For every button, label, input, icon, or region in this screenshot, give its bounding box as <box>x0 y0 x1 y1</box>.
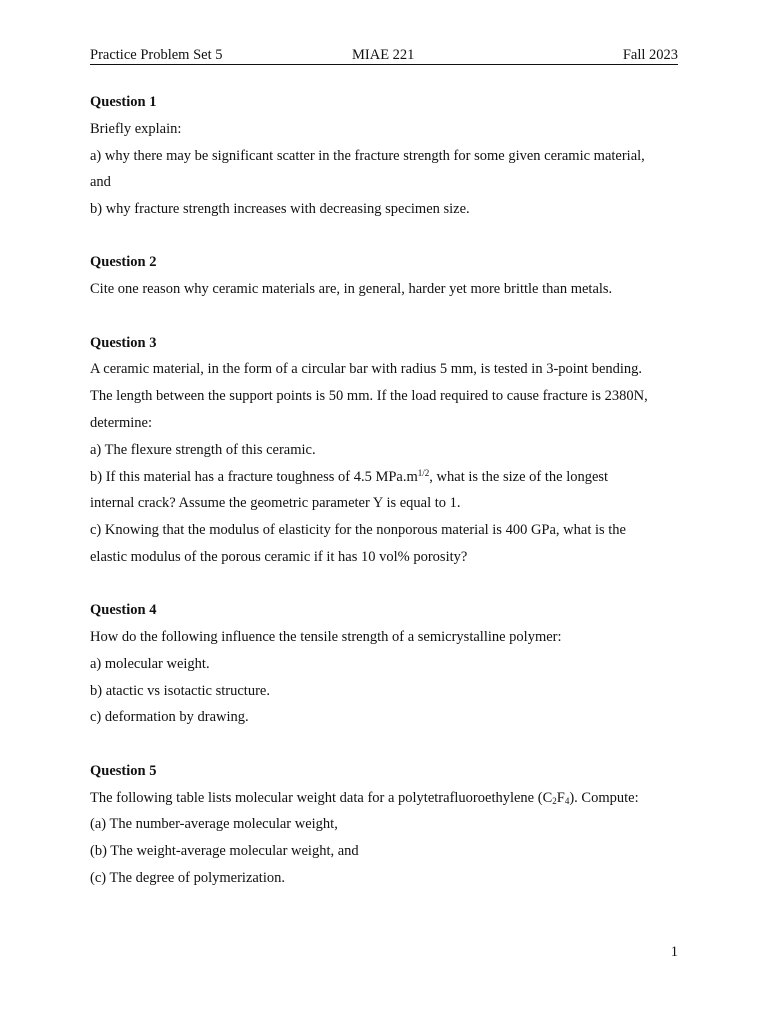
header-course-code: MIAE 221 <box>352 47 415 63</box>
question-5-part-b: (b) The weight-average molecular weight, and <box>90 843 359 860</box>
document-body <box>90 89 678 918</box>
question-5-subscript-1: 2 <box>552 795 557 806</box>
question-3-line1: A ceramic material, in the form of a circular bar with radius 5 mm, is tested in 3-point bending. <box>90 361 643 378</box>
question-5-title: Question 5 <box>90 762 157 779</box>
question-3-part-c-line1: c) Knowing that the modulus of elasticity for the nonporous material is 400 GPa, what is the <box>90 522 626 539</box>
question-3-part-a: a) The flexure strength of this ceramic. <box>90 441 316 458</box>
question-1 <box>90 89 678 223</box>
question-4-title: Question 4 <box>90 602 157 619</box>
question-4 <box>90 597 678 731</box>
question-5 <box>90 758 678 892</box>
question-3-part-b-post: , what is the size of the longest <box>429 468 609 485</box>
question-4-intro: How do the following influence the tensile strength of a semicrystalline polymer: <box>90 629 562 646</box>
question-3-part-b <box>90 464 678 491</box>
question-5-part-a: (a) The number-average molecular weight, <box>90 816 338 833</box>
question-1-part-a <box>90 143 678 170</box>
question-3-title: Question 3 <box>90 334 157 351</box>
question-1-part-a-line2: and <box>90 174 111 191</box>
question-5-subscript-2: 4 <box>564 795 570 806</box>
question-5-formula-f: F <box>556 789 565 806</box>
question-3-part-b-pre: b) If this material has a fracture toughness of 4.5 MPa.m <box>90 468 418 485</box>
header-course-set: Practice Problem Set 5 <box>90 47 223 63</box>
question-2-title: Question 2 <box>90 254 157 271</box>
question-2 <box>90 249 678 303</box>
question-4-part-c: c) deformation by drawing. <box>90 709 249 726</box>
question-5-intro <box>90 785 678 812</box>
question-5-intro-post: ). Compute: <box>569 789 639 806</box>
question-3 <box>90 330 678 571</box>
question-4-part-b: b) atactic vs isotactic structure. <box>90 682 270 699</box>
question-4-part-a: a) molecular weight. <box>90 655 210 672</box>
question-1-part-a-line1: a) why there may be significant scatter in the fracture strength for some given ceramic material, <box>90 147 645 164</box>
question-3-line3: determine: <box>90 414 153 431</box>
question-3-line2: The length between the support points is 50 mm. If the load required to cause fracture is 2380N, <box>90 388 648 405</box>
page-number: 1 <box>670 944 678 960</box>
question-5-part-c: (c) The degree of polymerization. <box>90 869 285 886</box>
question-1-title: Question 1 <box>90 94 157 110</box>
question-3-part-b-exponent: 1/2 <box>417 467 430 478</box>
header-term: Fall 2023 <box>622 47 678 63</box>
question-1-intro: Briefly explain: <box>90 120 182 137</box>
question-3-part-b-line2: internal crack? Assume the geometric parameter Y is equal to 1. <box>90 495 461 512</box>
question-5-intro-pre: The following table lists molecular weight data for a polytetrafluoroethylene (C <box>90 789 553 806</box>
question-3-part-c-line2: elastic modulus of the porous ceramic if it has 10 vol% porosity? <box>90 548 468 565</box>
question-1-part-b: b) why fracture strength increases with decreasing specimen size. <box>90 201 470 218</box>
page-header <box>90 46 678 65</box>
question-2-text: Cite one reason why ceramic materials are, in general, harder yet more brittle than metals. <box>90 281 613 298</box>
